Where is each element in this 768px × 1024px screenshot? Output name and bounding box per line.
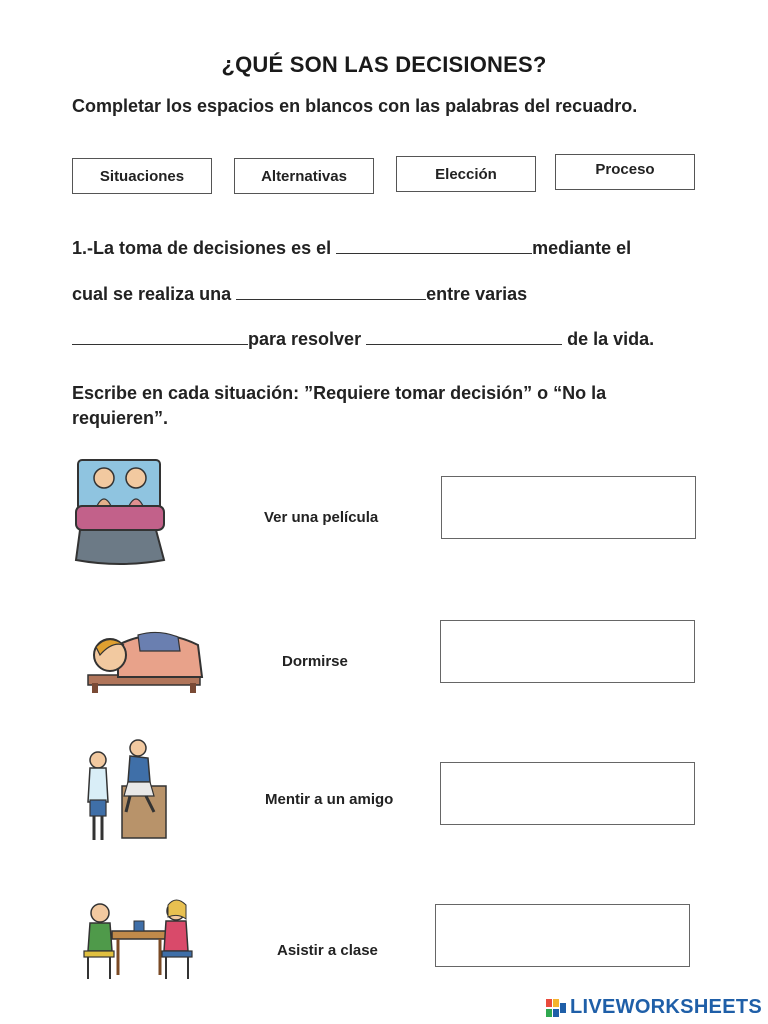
sentence-text: 1.-La toma de decisiones es el: [72, 238, 337, 258]
sentence-text: para resolver: [248, 329, 367, 349]
sentence-text: cual se realiza una: [72, 284, 237, 304]
situation-label-asistir: Asistir a clase: [277, 942, 378, 959]
sentence-line-1: [72, 236, 631, 259]
word-bank-item-alternativas: Alternativas: [234, 158, 374, 194]
blank-input-3[interactable]: [72, 327, 248, 345]
word-bank-item-proceso: Proceso: [555, 154, 695, 190]
situation-label-dormirse: Dormirse: [282, 653, 348, 670]
blank-input-1[interactable]: [336, 236, 532, 254]
brand-name: LIVEWORKSHEETS: [570, 996, 762, 1018]
liveworksheets-brand[interactable]: [546, 996, 762, 1019]
situation-label-pelicula: Ver una película: [264, 509, 379, 526]
sentence-line-3: [72, 327, 654, 350]
sentence-text: mediante el: [532, 238, 632, 258]
movie-theater-illustration: [70, 456, 170, 568]
two-kids-talking-illustration: [80, 736, 170, 846]
answer-box-dormirse[interactable]: [440, 620, 695, 683]
answer-box-mentir[interactable]: [440, 762, 695, 825]
instruction-situations: Escribe en cada situación: ”Requiere tomar decisión” o “No la requieren”.: [72, 383, 607, 428]
sentence-text: de la vida.: [562, 329, 655, 349]
situation-label-mentir: Mentir a un amigo: [265, 791, 394, 808]
answer-box-asistir[interactable]: [435, 904, 690, 967]
sentence-text: entre varias: [426, 284, 528, 304]
answer-box-pelicula[interactable]: [441, 476, 696, 539]
students-at-desk-illustration: [78, 895, 198, 985]
page-title: ¿QUÉ SON LAS DECISIONES?: [221, 52, 547, 77]
word-bank-item-eleccion: Elección: [396, 156, 536, 192]
word-bank-item-situaciones: Situaciones: [72, 158, 212, 194]
instruction-fill-blanks: Completar los espacios en blancos con las palabras del recuadro.: [72, 96, 638, 116]
liveworksheets-logo-icon: [546, 999, 566, 1017]
blank-input-4[interactable]: [366, 327, 562, 345]
sentence-line-2: [72, 282, 527, 305]
blank-input-2[interactable]: [236, 282, 426, 300]
sleeping-child-illustration: [78, 625, 208, 695]
